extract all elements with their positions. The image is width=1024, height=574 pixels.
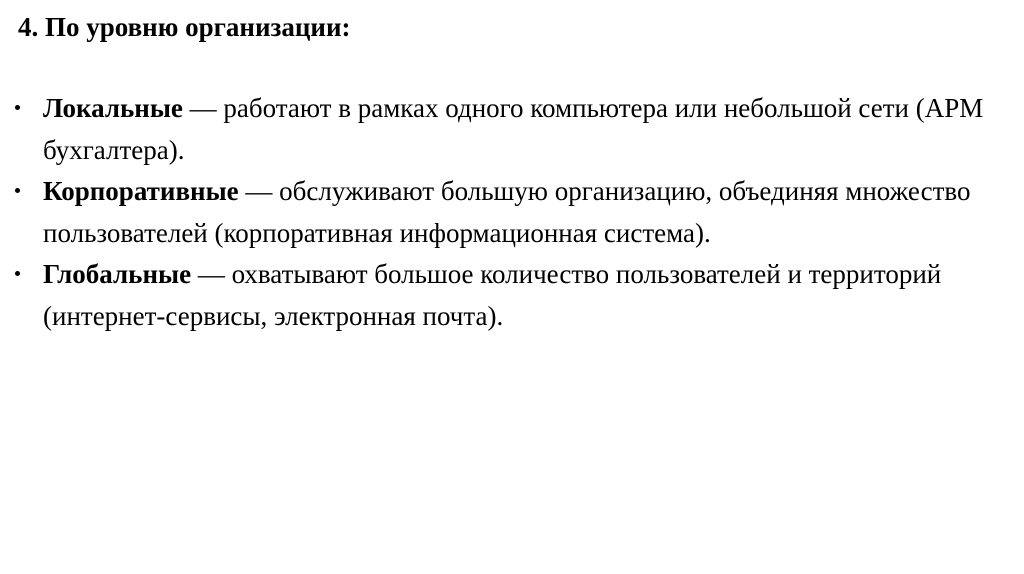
- bullet-dot-icon: [15, 271, 20, 276]
- slide-heading: 4. По уровню организации:: [18, 12, 351, 42]
- item-description: — охватывают большое количество пользователей и территорий (интернет-сервисы, электронная почта).: [43, 259, 942, 331]
- bullet-list: [0, 88, 1000, 337]
- item-description: — обслуживают большую организацию, объединяя множество пользователей (корпоративная информационная система).: [43, 176, 971, 248]
- list-item: [0, 88, 1000, 171]
- item-term: Глобальные: [43, 259, 192, 289]
- item-description: — работают в рамках одного компьютера или небольшой сети (АРМ бухгалтера).: [43, 93, 984, 165]
- bullet-dot-icon: [15, 188, 20, 193]
- list-item: [0, 171, 1000, 254]
- list-item: [0, 254, 1000, 337]
- item-term: Локальные: [43, 93, 183, 123]
- item-term: Корпоративные: [43, 176, 239, 206]
- bullet-dot-icon: [15, 105, 20, 110]
